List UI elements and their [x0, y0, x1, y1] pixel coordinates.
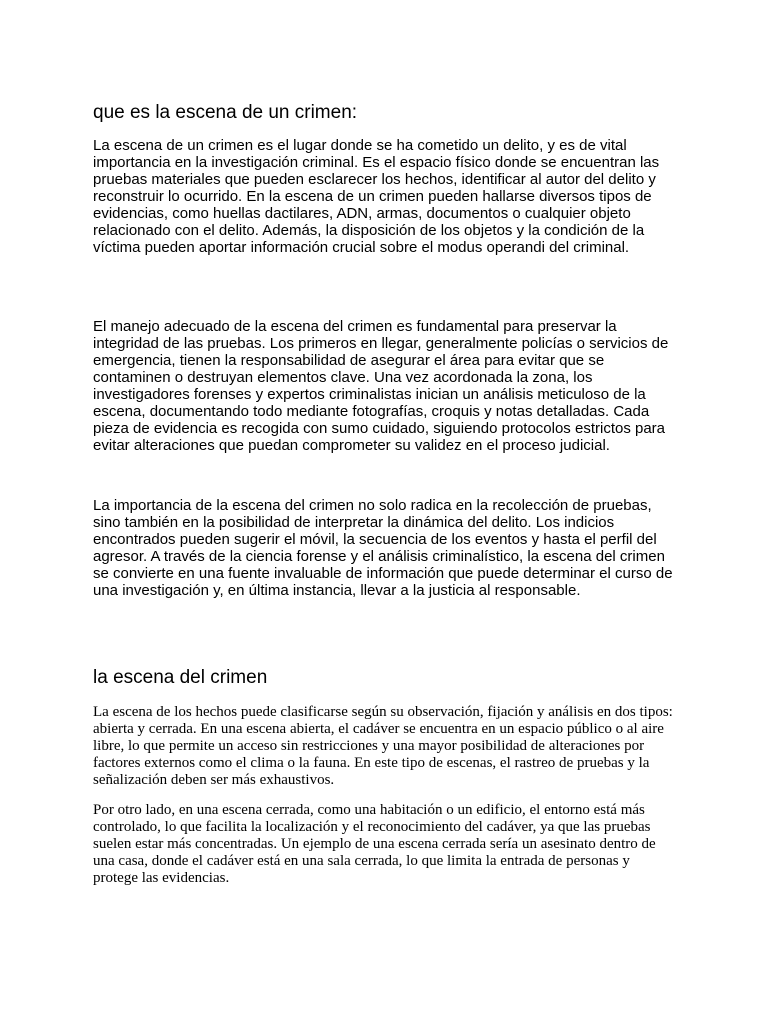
- paragraph-handling: El manejo adecuado de la escena del crimen es fundamental para preservar la integridad de las pruebas. Los primeros en llegar, generalmente policías o servicios de emergencia, tienen la responsabilidad de asegurar el área para evitar que se contaminen o destruyan elementos clave. Una vez acordonada la zona, los investigadores forenses y expertos criminalistas inician un análisis meticuloso de la escena, documentando todo mediante fotografías, croquis y notas detalladas. Cada pieza de evidencia es recogida con sumo cuidado, siguiendo protocolos estrictos para evitar alteraciones que puedan comprometer su validez en el proceso judicial.: [93, 318, 669, 454]
- paragraph-importance: La importancia de la escena del crimen no solo radica en la recolección de pruebas, sino también en la posibilidad de interpretar la dinámica del delito. Los indicios encontrados pueden sugerir el móvil, la secuencia de los eventos y hasta el perfil del agresor. A través de la ciencia forense y el análisis criminalístico, la escena del crimen se convierte en una fuente invaluable de información que puede determinar el curso de una investigación y, en última instancia, llevar a la justicia al responsable.: [93, 497, 673, 599]
- paragraph-open-scene: La escena de los hechos puede clasificarse según su observación, fijación y análisis en dos tipos: abierta y cerrada. En una escena abierta, el cadáver se encuentra en un espacio público o al aire libre, lo que permite un acceso sin restricciones y una mayor posibilidad de alteraciones por factores externos como el clima o la fauna. En este tipo de escenas, el rastreo de pruebas y la señalización deben ser más exhaustivos.: [93, 704, 673, 788]
- section-heading-what-is-crime-scene: que es la escena de un crimen:: [93, 102, 358, 123]
- paragraph-definition: La escena de un crimen es el lugar donde se ha cometido un delito, y es de vital importancia en la investigación criminal. Es el espacio físico donde se encuentran las pruebas materiales que pueden esclarecer los hechos, identificar al autor del delito y reconstruir lo ocurrido. En la escena de un crimen pueden hallarse diversos tipos de evidencias, como huellas dactilares, ADN, armas, documentos o cualquier objeto relacionado con el delito. Además, la disposición de los objetos y la condición de la víctima pueden aportar información crucial sobre el modus operandi del criminal.: [93, 137, 660, 256]
- paragraph-closed-scene: Por otro lado, en una escena cerrada, como una habitación o un edificio, el entorno está más controlado, lo que facilita la localización y el reconocimiento del cadáver, ya que las pruebas suelen estar más concentradas. Un ejemplo de una escena cerrada sería un asesinato dentro de una casa, donde el cadáver está en una sala cerrada, lo que limita la entrada de personas y protege las evidencias.: [93, 802, 656, 886]
- section-heading-crime-scene: la escena del crimen: [93, 667, 268, 688]
